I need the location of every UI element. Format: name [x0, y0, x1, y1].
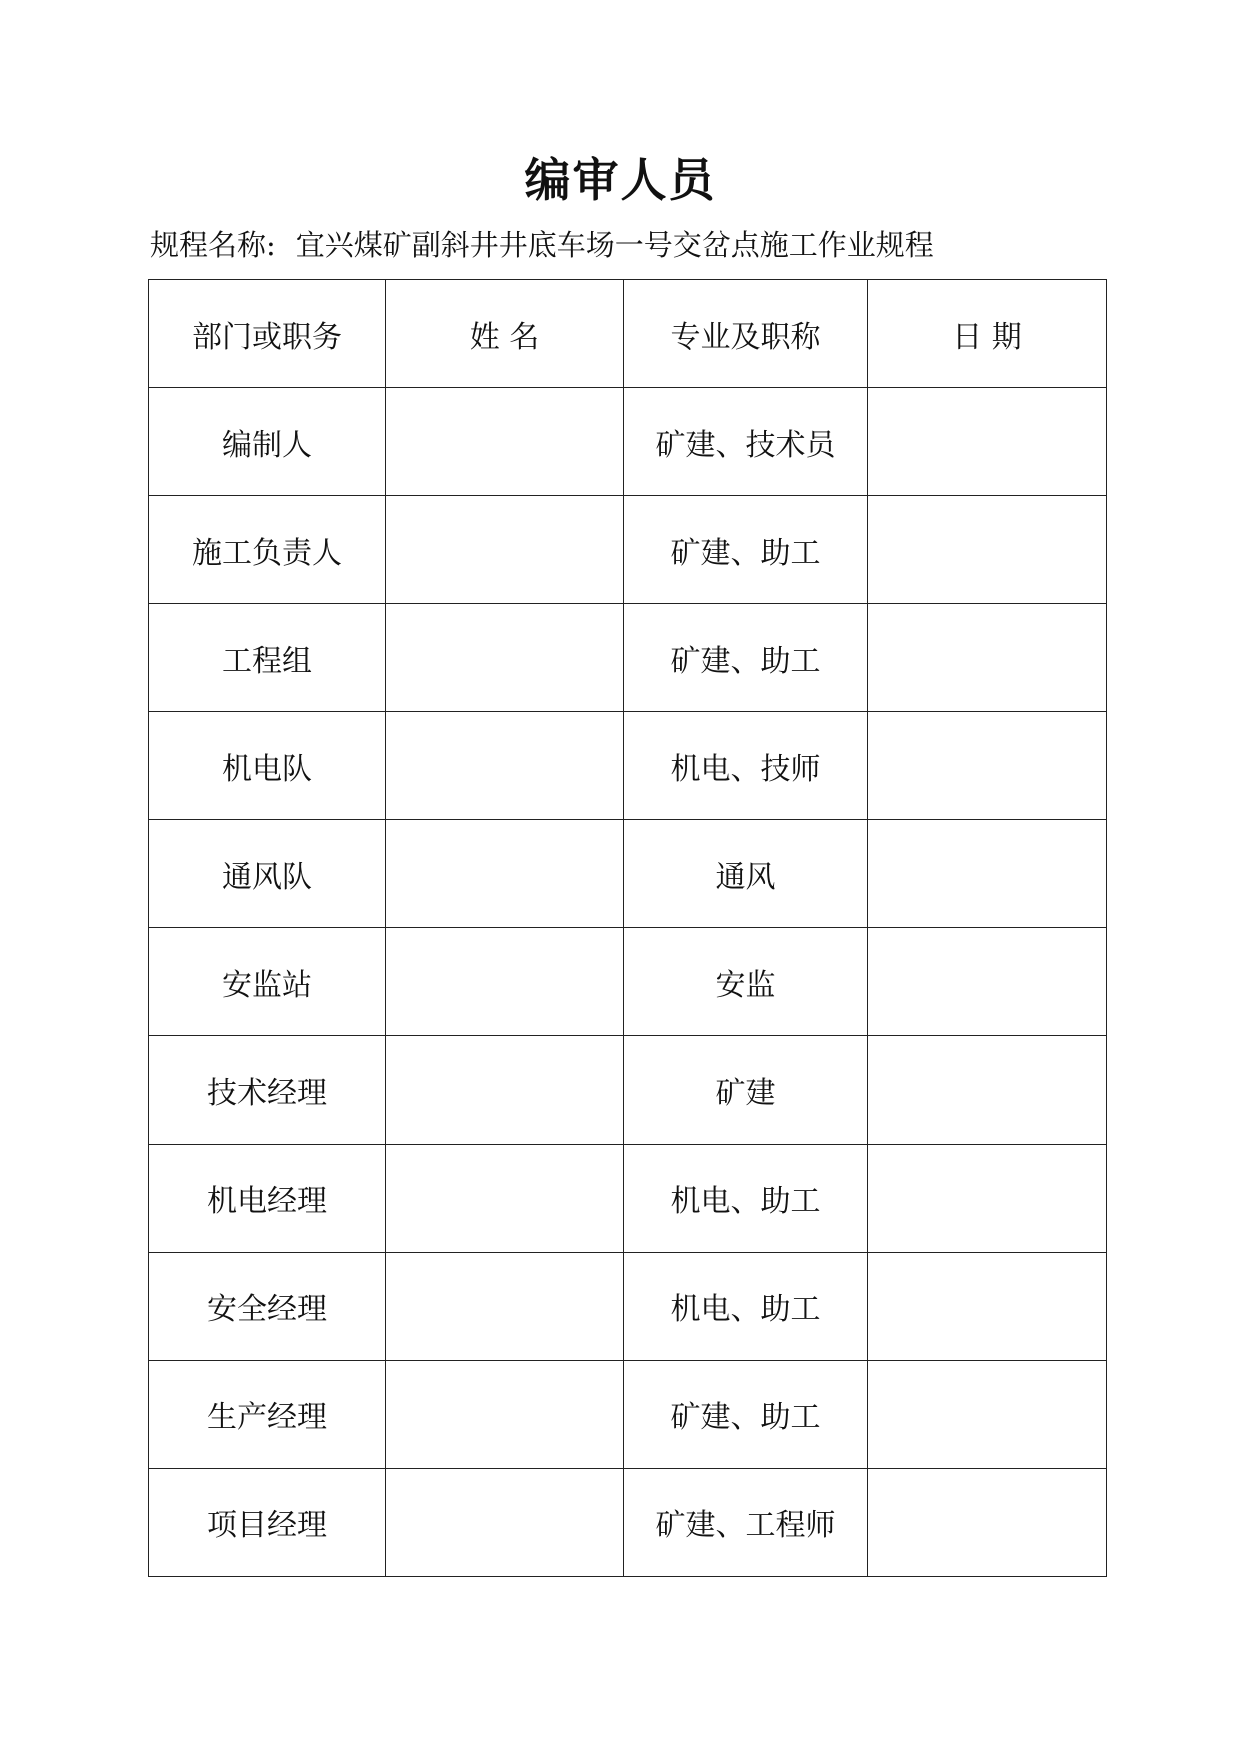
- department-cell: 施工负责人: [149, 496, 386, 604]
- table-body: [149, 388, 1107, 1577]
- table-row: [149, 712, 1107, 820]
- department-cell: 项目经理: [149, 1468, 386, 1576]
- department-cell: 通风队: [149, 820, 386, 928]
- name-cell: [386, 820, 624, 928]
- date-cell: [868, 928, 1107, 1036]
- table-row: [149, 604, 1107, 712]
- name-cell: [386, 928, 624, 1036]
- date-cell: [868, 820, 1107, 928]
- department-cell: 机电队: [149, 712, 386, 820]
- department-cell: 编制人: [149, 388, 386, 496]
- date-cell: [868, 712, 1107, 820]
- specialty-cell: 矿建、工程师: [624, 1468, 868, 1576]
- specialty-cell: 安监: [624, 928, 868, 1036]
- department-cell: 机电经理: [149, 1144, 386, 1252]
- header-department: 部门或职务: [149, 280, 386, 388]
- date-cell: [868, 1252, 1107, 1360]
- specialty-cell: 矿建、助工: [624, 1360, 868, 1468]
- date-cell: [868, 388, 1107, 496]
- header-name: 姓 名: [386, 280, 624, 388]
- table-row: [149, 928, 1107, 1036]
- table-row: [149, 1252, 1107, 1360]
- header-date: 日 期: [868, 280, 1107, 388]
- department-cell: 安全经理: [149, 1252, 386, 1360]
- date-cell: [868, 1360, 1107, 1468]
- table-row: [149, 820, 1107, 928]
- specialty-cell: 矿建、技术员: [624, 388, 868, 496]
- table-row: [149, 496, 1107, 604]
- specialty-cell: 机电、技师: [624, 712, 868, 820]
- date-cell: [868, 1144, 1107, 1252]
- name-cell: [386, 604, 624, 712]
- department-cell: 生产经理: [149, 1360, 386, 1468]
- table-row: [149, 1360, 1107, 1468]
- specialty-cell: 矿建、助工: [624, 496, 868, 604]
- page-title: 编审人员: [524, 153, 717, 207]
- table-header-row: [149, 280, 1107, 388]
- specialty-cell: 通风: [624, 820, 868, 928]
- name-cell: [386, 1252, 624, 1360]
- header-specialty: 专业及职称: [624, 280, 868, 388]
- date-cell: [868, 1468, 1107, 1576]
- table-row: [149, 1144, 1107, 1252]
- specialty-cell: 机电、助工: [624, 1144, 868, 1252]
- review-personnel-table: [148, 279, 1107, 1577]
- date-cell: [868, 1036, 1107, 1144]
- name-cell: [386, 388, 624, 496]
- name-cell: [386, 496, 624, 604]
- name-cell: [386, 1468, 624, 1576]
- table-row: [149, 1468, 1107, 1576]
- procedure-name-line: [150, 225, 1150, 265]
- table-row: [149, 388, 1107, 496]
- department-cell: 安监站: [149, 928, 386, 1036]
- procedure-name-value: 宜兴煤矿副斜井井底车场一号交岔点施工作业规程: [295, 228, 934, 262]
- date-cell: [868, 604, 1107, 712]
- specialty-cell: 机电、助工: [624, 1252, 868, 1360]
- table-row: [149, 1036, 1107, 1144]
- specialty-cell: 矿建: [624, 1036, 868, 1144]
- specialty-cell: 矿建、助工: [624, 604, 868, 712]
- name-cell: [386, 1360, 624, 1468]
- department-cell: 技术经理: [149, 1036, 386, 1144]
- name-cell: [386, 1036, 624, 1144]
- name-cell: [386, 712, 624, 820]
- department-cell: 工程组: [149, 604, 386, 712]
- name-cell: [386, 1144, 624, 1252]
- date-cell: [868, 496, 1107, 604]
- procedure-name-label: 规程名称:: [150, 228, 276, 262]
